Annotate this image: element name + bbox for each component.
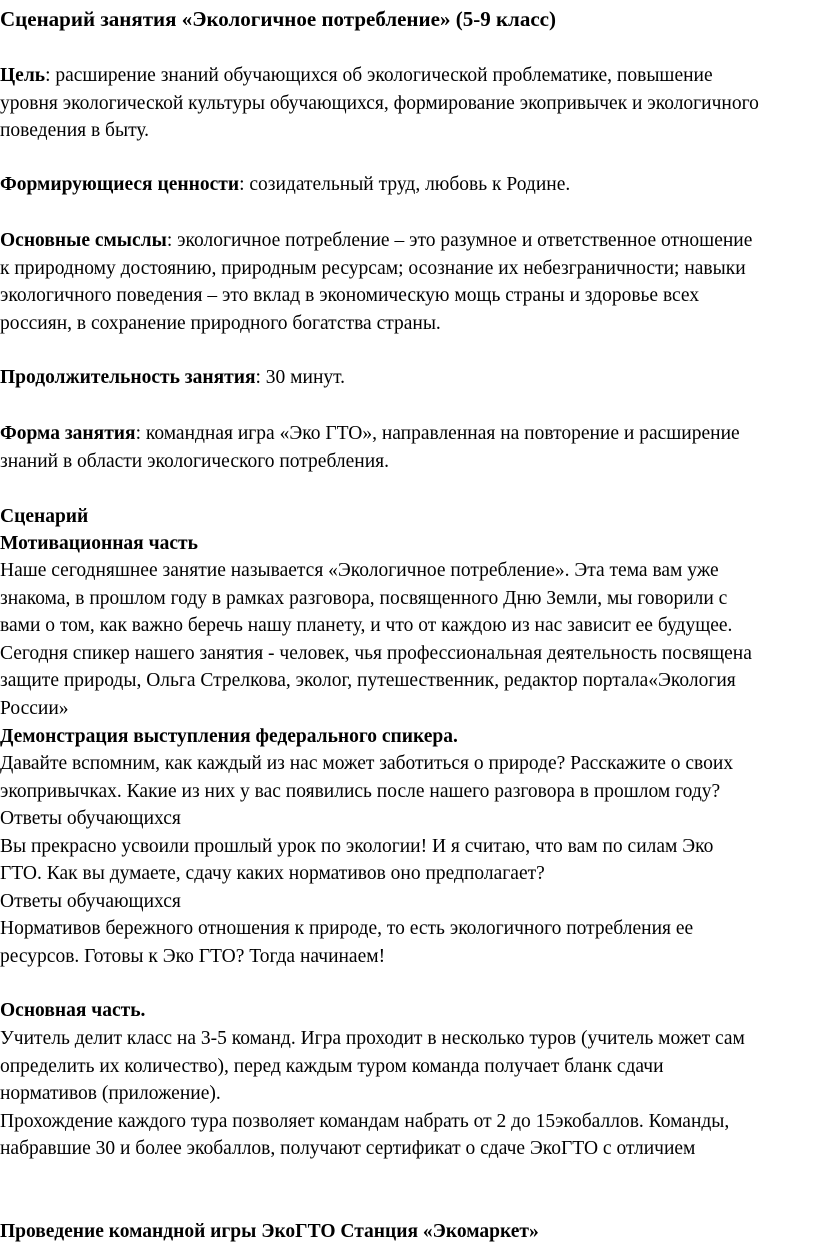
meanings-label: Основные смыслы: [0, 230, 167, 251]
main-line: определить их количество), перед каждым туром команда получает бланк сдачи: [0, 1055, 664, 1077]
values-label: Формирующиеся ценности: [0, 174, 240, 195]
goal-text-line: уровня экологической культуры обучающихся, формирование экопривычек и экологичного: [0, 92, 759, 114]
values-text: : созидательный труд, любовь к Родине.: [239, 174, 571, 195]
scenario-heading: Сценарий: [0, 506, 89, 527]
main-line: Учитель делит класс на 3-5 команд. Игра проходит в несколько туров (учитель может сам: [0, 1028, 745, 1049]
demo-line: Вы прекрасно усвоили прошлый урок по экологии! И я считаю, что вам по силам Эко: [0, 835, 714, 857]
motivation-line: Наше сегодняшнее занятие называется «Экологичное потребление». Эта тема вам уже: [0, 560, 719, 581]
demo-line: Давайте вспомним, как каждый из нас может заботиться о природе? Расскажите о своих: [0, 753, 734, 774]
duration-label: Продолжительность занятия: [0, 367, 256, 388]
demo-line: ГТО. Как вы думаете, сдачу каких нормативов оно предполагает?: [0, 863, 545, 884]
motivation-line: вами о том, как важно беречь нашу планету, и что от каждою из нас зависит ее будущее.: [0, 615, 733, 636]
motivation-line: защите природы, Ольга Стрелкова, эколог, путешественник, редактор портала«Экология: [0, 670, 736, 691]
demo-line: экопривычках. Какие из них у вас появились после нашего разговора в прошлом году?: [0, 780, 721, 802]
demo-line: Ответы обучающихся: [0, 890, 181, 912]
motivation-line: знакома, в прошлом году в рамках разговора, посвященного Дню Земли, мы говорили с: [0, 587, 728, 609]
main-heading: Основная часть.: [0, 1000, 146, 1021]
meanings-text-line: россиян, в сохранение природного богатства страны.: [0, 312, 441, 334]
motivation-paragraph: [0, 557, 816, 722]
demo-line: Нормативов бережного отношения к природе, то есть экологичного потребления ее: [0, 918, 694, 939]
motivation-heading: Мотивационная часть: [0, 533, 198, 554]
format-text-line: : командная игра «Эко ГТО», направленная на повторение и расширение: [135, 423, 740, 444]
meanings-paragraph: [0, 227, 816, 337]
goal-text-line: : расширение знаний обучающихся об экологической проблематике, повышение: [45, 65, 713, 86]
duration-paragraph: [0, 364, 816, 392]
demo-line: ресурсов. Готовы к Эко ГТО? Тогда начинаем!: [0, 945, 386, 967]
demo-line: Ответы обучающихся: [0, 808, 181, 829]
format-text-line: знаний в области экологического потребления.: [0, 450, 389, 472]
meanings-text-line: экологичного поведения – это вклад в экономическую мощь страны и здоровье всех: [0, 285, 700, 306]
values-paragraph: [0, 171, 816, 199]
duration-text: : 30 минут.: [255, 367, 346, 388]
meanings-text-line: к природному достоянию, природным ресурсам; осознание их небезграничности; навыки: [0, 257, 746, 279]
main-line: набравшие 30 и более экобаллов, получают сертификат о сдаче ЭкоГТО с отличием: [0, 1138, 696, 1159]
meanings-text-line: : экологичное потребление – это разумное и ответственное отношение: [166, 230, 753, 251]
goal-text-line: поведения в быту.: [0, 120, 150, 141]
goal-paragraph: [0, 62, 816, 145]
motivation-line: Сегодня спикер нашего занятия - человек, чья профессиональная деятельность посвящена: [0, 642, 752, 664]
main-line: Прохождение каждого тура позволяет командам набрать от 2 до 15экобаллов. Команды,: [0, 1110, 730, 1132]
main-line: нормативов (приложение).: [0, 1083, 221, 1104]
demo-paragraph: [0, 750, 816, 970]
goal-label: Цель: [0, 65, 46, 86]
format-paragraph: [0, 420, 816, 475]
motivation-line: России»: [0, 697, 69, 719]
demo-heading: Демонстрация выступления федерального спикера.: [0, 726, 458, 747]
format-label: Форма занятия: [0, 423, 136, 444]
station-heading: Проведение командной игры ЭкоГТО Станция «Экомаркет»: [0, 1221, 539, 1242]
document-title: Сценарий занятия «Экологичное потребление» (5-9 класс): [0, 7, 556, 31]
main-paragraph: [0, 1025, 816, 1163]
